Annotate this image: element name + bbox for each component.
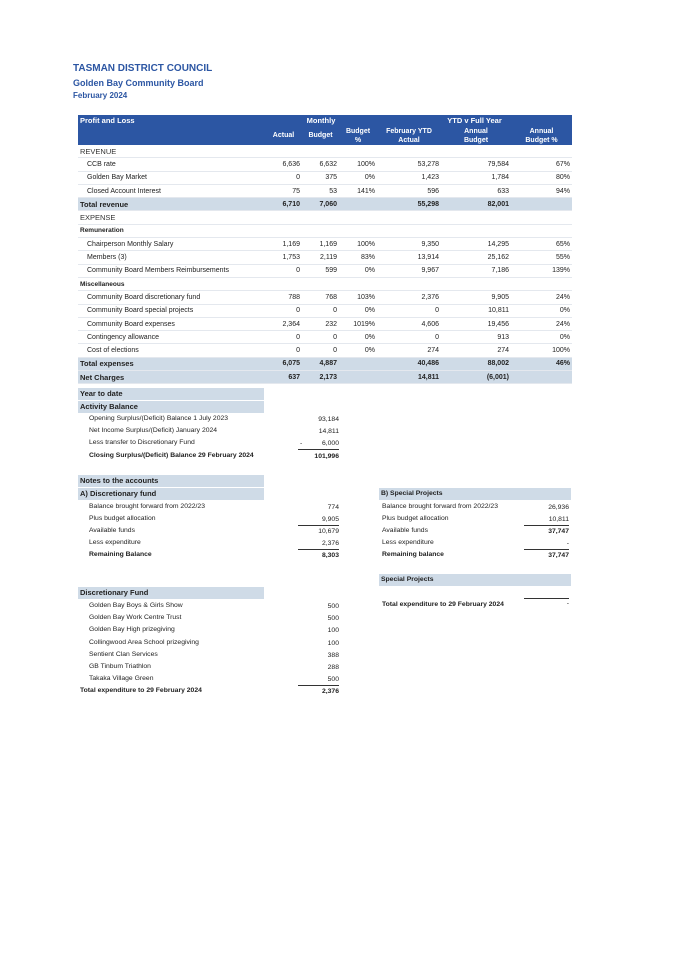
cell-b: 53 bbox=[302, 184, 339, 197]
cell-a: 2,364 bbox=[265, 317, 302, 330]
cell-y: 1,423 bbox=[377, 171, 441, 184]
cell-p: 100% bbox=[339, 238, 377, 251]
cell-p: 0% bbox=[339, 304, 377, 317]
net-income-label: Net Income Surplus/(Deficit) January 2024 bbox=[89, 427, 218, 434]
a-alloc-value: 9,905 bbox=[298, 515, 339, 526]
remuneration-section: Remuneration bbox=[78, 224, 572, 237]
cell-ap: 55% bbox=[511, 251, 572, 264]
disc-item-value: 500 bbox=[327, 615, 339, 623]
cell-ab: 14,295 bbox=[441, 238, 511, 251]
disc-item-label: Collingwood Area School prizegiving bbox=[89, 638, 199, 646]
cell-b: 232 bbox=[302, 317, 339, 330]
expense-section: EXPENSE bbox=[78, 211, 572, 224]
org-title: TASMAN DISTRICT COUNCIL bbox=[73, 63, 213, 74]
b-exp-value: - bbox=[524, 539, 569, 550]
cell-ab: 10,811 bbox=[441, 304, 511, 317]
cell-ab: 25,162 bbox=[441, 251, 511, 264]
cell-label: Chairperson Monthly Salary bbox=[78, 238, 265, 251]
cell-ab: 7,186 bbox=[441, 264, 511, 277]
cell-ap: 80% bbox=[511, 171, 572, 184]
disc-item-value: 100 bbox=[327, 627, 339, 635]
cell-label: Community Board Members Reimbursements bbox=[78, 264, 265, 277]
cell-p: 0% bbox=[339, 344, 377, 357]
sp-subtitle: Special Projects bbox=[379, 574, 571, 586]
closing-value: 101,996 bbox=[314, 453, 339, 460]
cell-y: 274 bbox=[377, 344, 441, 357]
cell-y: 9,350 bbox=[377, 238, 441, 251]
disc-item-label: Golden Bay Boys & Girls Show bbox=[89, 602, 183, 609]
cell-p: 0% bbox=[339, 264, 377, 277]
discretionary-fund-title: A) Discretionary fund bbox=[78, 488, 264, 500]
total-revenue-row: Total revenue 6,710 7,060 55,298 82,001 bbox=[78, 198, 572, 211]
table-row bbox=[78, 251, 572, 264]
cell-y: 13,914 bbox=[377, 251, 441, 264]
cell-ap: 24% bbox=[511, 291, 572, 304]
table-row bbox=[78, 331, 572, 344]
cell-b: 2,119 bbox=[302, 251, 339, 264]
table-row bbox=[78, 344, 572, 357]
cell-y: 4,606 bbox=[377, 317, 441, 330]
table-row bbox=[78, 184, 572, 197]
special-projects-title: B) Special Projects bbox=[379, 488, 571, 500]
pl-title: Profit and Loss bbox=[78, 115, 265, 126]
disc-total-label: Total expenditure to 29 February 2024 bbox=[80, 687, 202, 694]
cell-a: 0 bbox=[265, 331, 302, 344]
cell-label: Community Board expenses bbox=[78, 317, 265, 330]
cell-y: 2,376 bbox=[377, 291, 441, 304]
cell-p: 141% bbox=[339, 184, 377, 197]
cell-y: 0 bbox=[377, 304, 441, 317]
cell-a: 0 bbox=[265, 171, 302, 184]
cell-b: 0 bbox=[302, 344, 339, 357]
cell-ap: 0% bbox=[511, 331, 572, 344]
cell-a: 1,169 bbox=[265, 238, 302, 251]
cell-p: 83% bbox=[339, 251, 377, 264]
b-alloc-value: 10,811 bbox=[524, 515, 569, 526]
monthly-header: Monthly bbox=[265, 115, 377, 126]
opening-label: Opening Surplus/(Deficit) Balance 1 July 2023 bbox=[89, 415, 229, 422]
disc-item-label: Takaka Village Green bbox=[89, 675, 154, 683]
table-row bbox=[78, 264, 572, 277]
table-header-row bbox=[78, 115, 572, 126]
cell-label: CCB rate bbox=[78, 158, 265, 171]
table-row bbox=[78, 317, 572, 330]
cell-ap: 65% bbox=[511, 238, 572, 251]
cell-ap: 67% bbox=[511, 158, 572, 171]
cell-label: Cost of elections bbox=[78, 344, 265, 357]
cell-b: 6,632 bbox=[302, 158, 339, 171]
revenue-section: REVENUE bbox=[78, 145, 572, 158]
b-rem-label: Remaining balance bbox=[382, 551, 444, 558]
a-rem-value: 8,303 bbox=[321, 552, 339, 559]
cell-y: 0 bbox=[377, 331, 441, 344]
opening-value: 93,184 bbox=[318, 416, 339, 423]
col-feb-ytd: February YTD Actual bbox=[377, 126, 441, 145]
transfer-label: Less transfer to Discretionary Fund bbox=[89, 439, 195, 446]
disc-item-value: 388 bbox=[327, 651, 339, 659]
col-actual: Actual bbox=[265, 126, 302, 145]
closing-label: Closing Surplus/(Deficit) Balance 29 February 2024 bbox=[89, 452, 254, 459]
a-exp-label: Less expenditure bbox=[89, 539, 141, 546]
profit-loss-table bbox=[78, 115, 572, 384]
a-alloc-label: Plus budget allocation bbox=[89, 515, 156, 522]
disc-item-value: 500 bbox=[327, 603, 339, 610]
cell-ab: 79,584 bbox=[441, 158, 511, 171]
board-title: Golden Bay Community Board bbox=[73, 78, 204, 88]
notes-title: Notes to the accounts bbox=[78, 475, 264, 487]
cell-p: 1019% bbox=[339, 317, 377, 330]
cell-ab: 633 bbox=[441, 184, 511, 197]
cell-ab: 913 bbox=[441, 331, 511, 344]
cell-label: Community Board special projects bbox=[78, 304, 265, 317]
cell-p: 103% bbox=[339, 291, 377, 304]
b-bf-value: 26,936 bbox=[548, 504, 569, 511]
b-bf-label: Balance brought forward from 2022/23 bbox=[382, 503, 498, 510]
period-title: February 2024 bbox=[73, 91, 128, 100]
cell-label: Members (3) bbox=[78, 251, 265, 264]
b-exp-label: Less expenditure bbox=[382, 539, 434, 546]
ytd-title: Year to date bbox=[78, 388, 264, 400]
net-income-value: 14,811 bbox=[318, 428, 339, 435]
cell-ab: 9,905 bbox=[441, 291, 511, 304]
disc-item-label: Golden Bay Work Centre Trust bbox=[89, 614, 182, 622]
disc-item-label: Sentient Clan Services bbox=[89, 650, 158, 658]
disc-total-value: 2,376 bbox=[321, 688, 339, 695]
col-budget-pct: Budget % bbox=[339, 126, 377, 145]
table-row bbox=[78, 304, 572, 317]
b-avail-label: Available funds bbox=[382, 527, 428, 534]
misc-section: Miscellaneous bbox=[78, 277, 572, 290]
col-annual-budget: Annual Budget bbox=[441, 126, 511, 145]
a-avail-value: 10,679 bbox=[318, 528, 339, 535]
disc-item-label: GB Tinbum Triathlon bbox=[89, 663, 151, 670]
table-row bbox=[78, 171, 572, 184]
cell-y: 53,278 bbox=[377, 158, 441, 171]
activity-balance-title: Activity Balance bbox=[78, 401, 264, 413]
cell-ab: 274 bbox=[441, 344, 511, 357]
cell-b: 1,169 bbox=[302, 238, 339, 251]
b-avail-value: 37,747 bbox=[548, 528, 569, 535]
cell-b: 0 bbox=[302, 331, 339, 344]
cell-ap: 24% bbox=[511, 317, 572, 330]
cell-label: Community Board discretionary fund bbox=[78, 291, 265, 304]
cell-label: Contingency allowance bbox=[78, 331, 265, 344]
cell-b: 599 bbox=[302, 264, 339, 277]
cell-a: 0 bbox=[265, 344, 302, 357]
cell-a: 0 bbox=[265, 264, 302, 277]
transfer-dash: - bbox=[300, 440, 303, 447]
disc-item-label: Golden Bay High prizegiving bbox=[89, 626, 175, 634]
b-rem-value: 37,747 bbox=[548, 552, 569, 559]
b-alloc-label: Plus budget allocation bbox=[382, 515, 449, 522]
cell-b: 0 bbox=[302, 304, 339, 317]
cell-ap: 139% bbox=[511, 264, 572, 277]
disc-item-value: 288 bbox=[327, 664, 339, 671]
disc-item-value: 100 bbox=[327, 639, 339, 647]
cell-label: Closed Account Interest bbox=[78, 184, 265, 197]
ytd-header: YTD v Full Year bbox=[377, 115, 572, 126]
net-charges-row: Net Charges 637 2,173 14,811 (6,001) bbox=[78, 371, 572, 384]
cell-p: 100% bbox=[339, 158, 377, 171]
col-budget: Budget bbox=[302, 126, 339, 145]
sp-total-value: - bbox=[524, 598, 569, 609]
cell-label: Golden Bay Market bbox=[78, 171, 265, 184]
cell-p: 0% bbox=[339, 331, 377, 344]
a-avail-label: Available funds bbox=[89, 527, 135, 534]
column-header-row bbox=[78, 126, 572, 145]
cell-ap: 100% bbox=[511, 344, 572, 357]
table-row bbox=[78, 158, 572, 171]
disc-item-value: 500 bbox=[298, 675, 339, 686]
cell-a: 75 bbox=[265, 184, 302, 197]
total-expenses-row: Total expenses 6,075 4,887 40,486 88,002 46% bbox=[78, 357, 572, 370]
transfer-value: 6,000 bbox=[298, 439, 339, 450]
cell-a: 0 bbox=[265, 304, 302, 317]
a-bf-label: Balance brought forward from 2022/23 bbox=[89, 503, 205, 510]
cell-y: 596 bbox=[377, 184, 441, 197]
cell-a: 6,636 bbox=[265, 158, 302, 171]
a-bf-value: 774 bbox=[327, 504, 339, 511]
table-row bbox=[78, 238, 572, 251]
a-exp-value: 2,376 bbox=[298, 539, 339, 550]
cell-ap: 94% bbox=[511, 184, 572, 197]
cell-a: 788 bbox=[265, 291, 302, 304]
cell-a: 1,753 bbox=[265, 251, 302, 264]
cell-b: 768 bbox=[302, 291, 339, 304]
cell-p: 0% bbox=[339, 171, 377, 184]
sp-total-label: Total expenditure to 29 February 2024 bbox=[382, 601, 504, 608]
disc-fund-title: Discretionary Fund bbox=[78, 587, 264, 599]
col-annual-pct: Annual Budget % bbox=[511, 126, 572, 145]
a-rem-label: Remaining Balance bbox=[89, 551, 152, 558]
table-row bbox=[78, 291, 572, 304]
cell-y: 9,967 bbox=[377, 264, 441, 277]
cell-ab: 1,784 bbox=[441, 171, 511, 184]
cell-ap: 0% bbox=[511, 304, 572, 317]
cell-ab: 19,456 bbox=[441, 317, 511, 330]
cell-b: 375 bbox=[302, 171, 339, 184]
